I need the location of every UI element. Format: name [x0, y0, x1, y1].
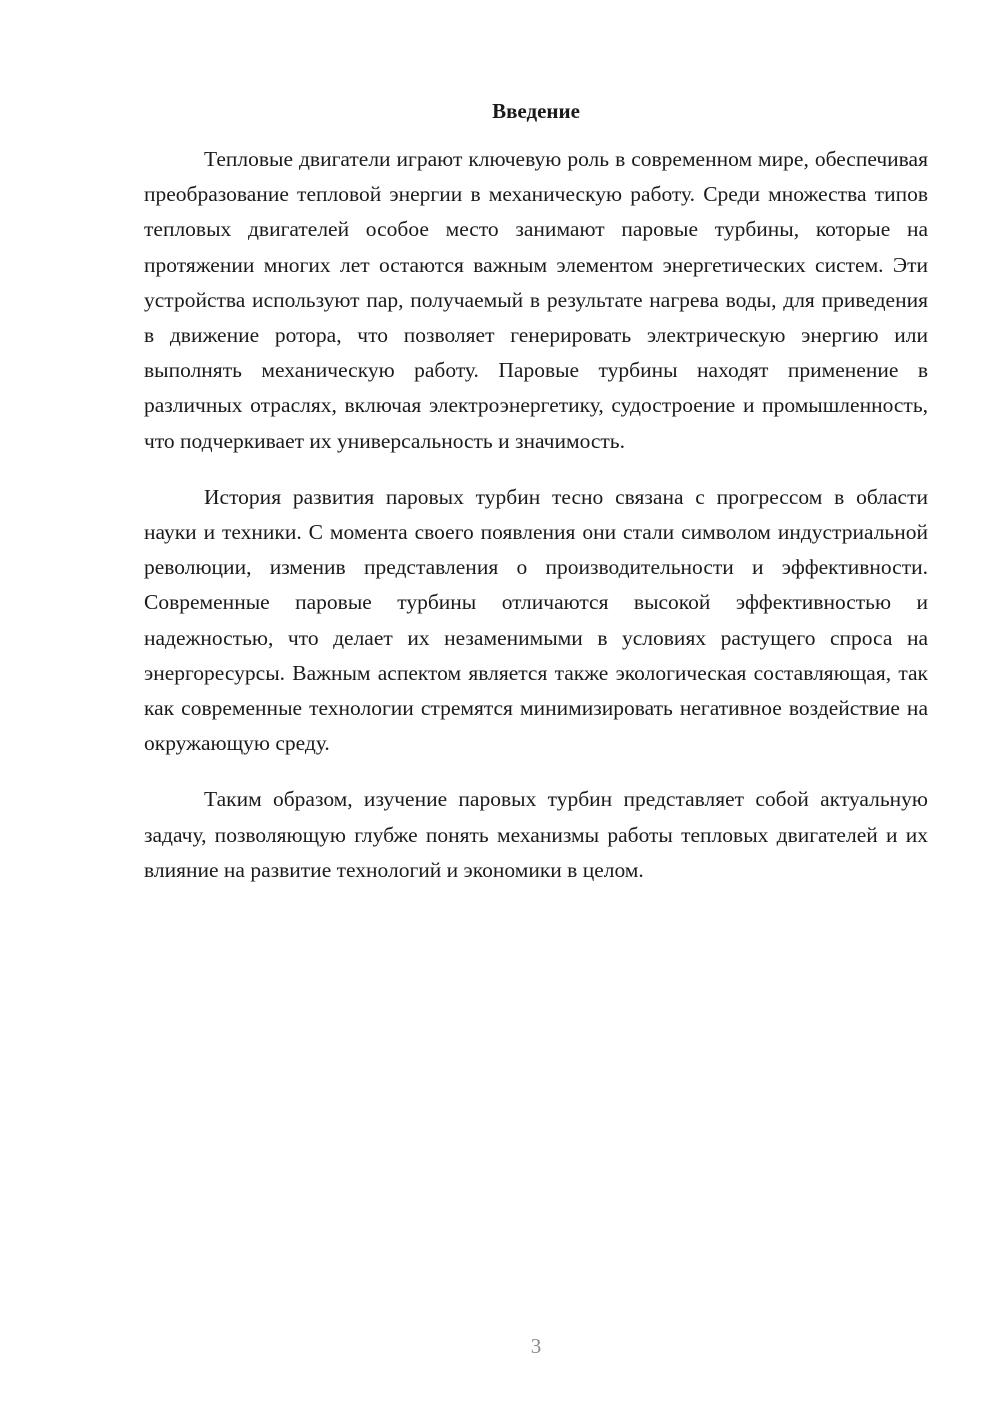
- page-number: 3: [530, 1334, 542, 1358]
- paragraph-1: Тепловые двигатели играют ключевую роль в современном мире, обеспечивая преобразование тепловой энергии в механическую работу. Среди множества типов тепловых двигателей особое место занимают паровые турбины, которые на протяжении многих лет остаются важным элементом энергетических систем. Эти устройства используют пар, получаемый в результате нагрева воды, для приведения в движение ротора, что позволяет генерировать электрическую энергию или выполнять механическую работу. Паровые турбины находят применение в различных отраслях, включая электроэнергетику, судостроение и промышленность, что подчеркивает их универсальность и значимость.: [144, 147, 928, 453]
- paragraph-2: История развития паровых турбин тесно связана с прогрессом в области науки и техники. С момента своего появления они стали символом индустриальной революции, изменив представления о производительности и эффективности. Современные паровые турбины отличаются высокой эффективностью и надежностью, что делает их незаменимыми в условиях растущего спроса на энергоресурсы. Важным аспектом является также экологическая составляющая, так как современные технологии стремятся минимизировать негативное воздействие на окружающую среду.: [144, 484, 928, 756]
- paragraph-3: Таким образом, изучение паровых турбин представляет собой актуальную задачу, позволяющую глубже понять механизмы работы тепловых двигателей и их влияние на развитие технологий и экономики в целом.: [144, 787, 928, 882]
- body-text: [144, 142, 928, 909]
- section-title: Введение: [492, 99, 580, 123]
